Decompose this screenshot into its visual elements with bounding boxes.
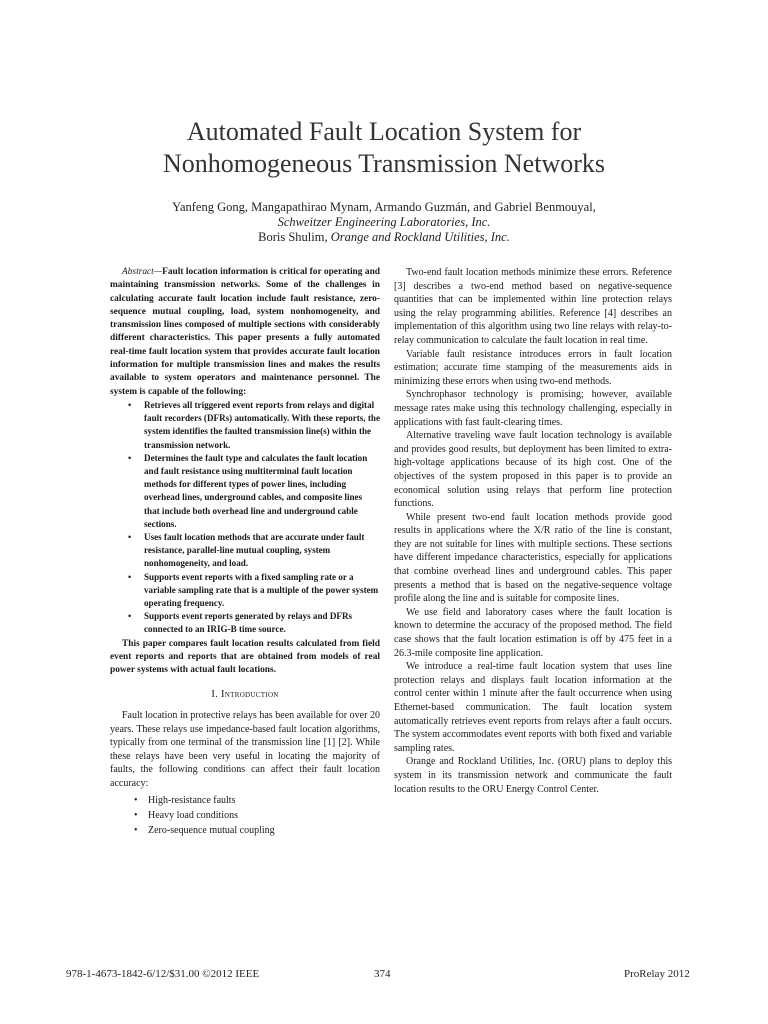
intro-bullet: • High-resistance faults — [140, 793, 380, 808]
abstract-text: Fault location information is critical for operating and maintaining transmission networks. Some of the challenges in calculating accurate fault location include fault resistance, zero-sequence mutual coupling, load, system nonhomogeneity, and transmission lines composed of multiple sections with considerably different characteristics. This paper presents a fully automated real-time fault location system that provides accurate fault location information for multiple transmission lines and makes the results available to system operators and maintenance personnel. The system is capable of the following: — [110, 267, 380, 397]
intro-bullet: • Heavy load conditions — [140, 808, 380, 823]
intro-bullet-list — [110, 793, 380, 838]
abstract-lead: Abstract— — [122, 267, 163, 277]
intro-paragraph: Fault location in protective relays has been available for over 20 years. These relays use impedance-based fault location algorithms, typically from one terminal of the transmission line [1] [2]. While these relays have been very useful in locating the majority of faults, the following conditions can affect their fault location accuracy: — [110, 710, 380, 790]
author-affiliation-2: Orange and Rockland Utilities, Inc. — [330, 230, 510, 244]
abstract-bullet: • Determines the fault type and calculates the fault location and fault resistance using multiterminal fault location methods for different types of power lines, including overhead lines, underground cables, and composite lines that include both overhead line and underground cable sections. — [134, 452, 380, 531]
author-affiliation-1: Schweitzer Engineering Laboratories, Inc. — [277, 215, 491, 229]
body-paragraph: Orange and Rockland Utilities, Inc. (ORU) plans to deploy this system in its transmission network and communicate the fault location results to the ORU Energy Control Center. — [394, 756, 672, 795]
body-paragraph: Variable fault resistance introduces errors in fault location estimation; accurate time stamping of the measurements aids in minimizing these errors when using two-end methods. — [394, 348, 672, 387]
body-paragraph: Two-end fault location methods minimize these errors. Reference [3] describes a two-end method based on negative-sequence quantities that can be implemented within line protection relays using the relay programming abilities. Reference [4] describes an implementation of this algorithm using two line relays with relay-to-relay communication to calculate the fault location in real time. — [394, 267, 672, 346]
title-line-2: Nonhomogeneous Transmission Networks — [162, 149, 605, 178]
abstract-bullet: • Retrieves all triggered event reports from relays and digital fault recorders (DFRs) automatically. With these reports, the system identifies the faulted transmission line(s) within the transmission network. — [134, 399, 380, 452]
abstract-bullet-list — [110, 399, 380, 637]
body-paragraph: Synchrophasor technology is promising; however, available message rates make using this technology challenging, especially in applications with fast fault-clearing times. — [394, 389, 672, 428]
abstract-bullet: • Supports event reports generated by relays and DFRs connected to an IRIG-B time source. — [134, 610, 380, 636]
author-line-3 — [0, 230, 768, 245]
section-number: I. — [211, 688, 221, 700]
body-paragraph: Alternative traveling wave fault location technology is available and provides good results, but deployment has been limited to extra-high-voltage applications because of its high cost. One of the objectives of the system proposed in this paper is to provide an economical solution using relays that perform line protection functions. — [394, 430, 672, 510]
footer-conference: ProRelay 2012 — [624, 968, 690, 980]
body-paragraph: We use field and laboratory cases where the fault location is known to determine the accuracy of the proposed method. The field case shows that the fault location estimation is off by 475 feet in a 26.3-mile composite line application. — [394, 606, 672, 659]
abstract-bullet: • Supports event reports with a fixed sampling rate or a variable sampling rate that is a multiple of the power system operating frequency. — [134, 571, 380, 611]
title-line-1: Automated Fault Location System for — [186, 117, 582, 146]
author-name-2: Boris Shulim, — [258, 230, 331, 244]
abstract-bullet: • Uses fault location methods that are accurate under fault resistance, parallel-line mutual coupling, system nonhomogeneity, and load. — [134, 531, 380, 571]
author-names: Yanfeng Gong, Mangapathirao Mynam, Armando Guzmán, and Gabriel Benmouyal, — [172, 200, 596, 214]
section-heading — [110, 688, 380, 702]
author-block — [0, 200, 768, 245]
abstract — [110, 266, 380, 399]
footer-page-number: 374 — [374, 968, 391, 980]
body-paragraph: While present two-end fault location methods provide good results in applications where the X/R ratio of the line is constant, they are not suitable for lines with multiple sections. These sections have different impedance characteristics, especially for applications that combine overhead lines and underground cables. This paper presents a method that is based on the negative-sequence voltage profile along the line and is suitable for composite lines. — [394, 511, 672, 605]
right-column — [394, 266, 672, 796]
paper-title — [0, 116, 768, 180]
intro-bullet: • Zero-sequence mutual coupling — [140, 823, 380, 838]
abstract-closing: This paper compares fault location results calculated from field event reports and reports that are obtained from models of real power systems with actual fault locations. — [110, 638, 380, 676]
left-column — [110, 266, 380, 838]
body-paragraph: We introduce a real-time fault location system that uses line protection relays and displays fault location information at the control center within 1 minute after the fault occurrence when using Ethernet-based communication. The fault location system automatically retrieves event reports from relays after a fault occurs. The system accommodates event reports with both fixed and variable sampling rates. — [394, 661, 672, 754]
footer-copyright: 978-1-4673-1842-6/12/$31.00 ©2012 IEEE — [66, 968, 260, 980]
section-title: Introduction — [221, 688, 279, 700]
